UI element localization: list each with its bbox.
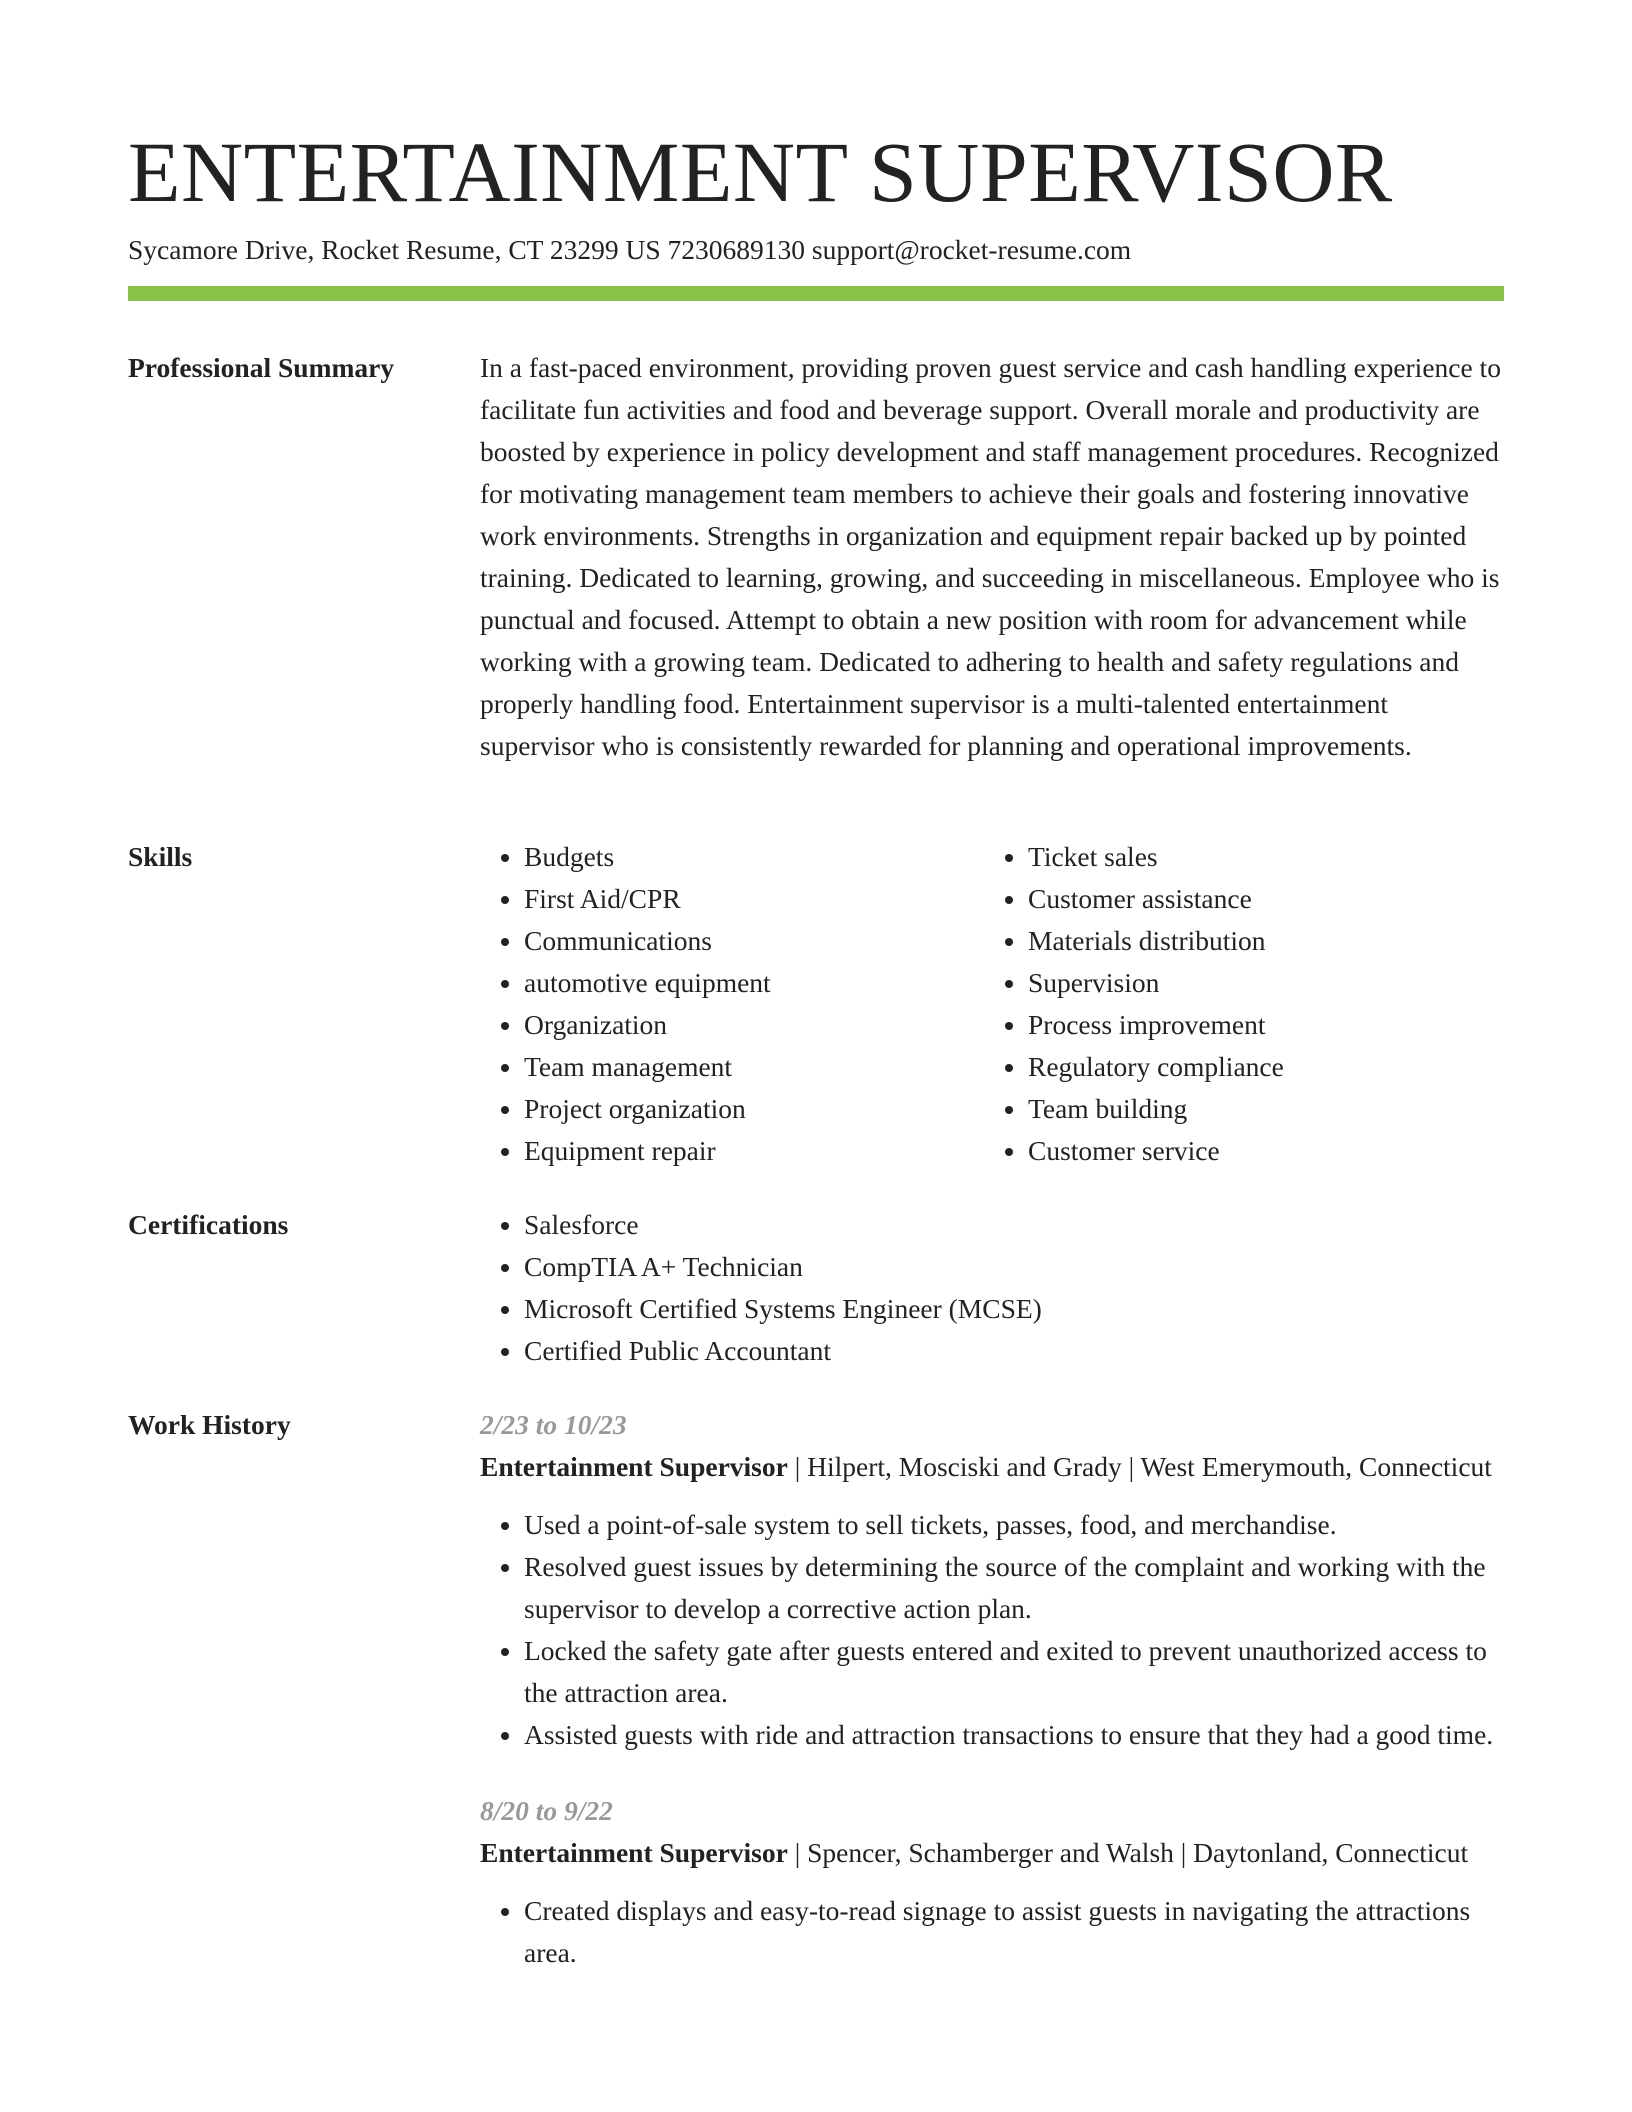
job-bullets <box>480 1504 1504 1756</box>
resume-name: ENTERTAINMENT SUPERVISOR <box>128 124 1393 220</box>
skill-item: • Ticket sales <box>1028 836 1488 878</box>
job-bullet: • Resolved guest issues by determining the source of the complaint and working with the supervisor to develop a corrective action plan. <box>524 1546 1504 1630</box>
skills-list-right <box>984 836 1488 1172</box>
job-role: Entertainment Supervisor <box>480 1837 788 1868</box>
certifications-list <box>480 1204 1504 1372</box>
summary-body <box>480 347 1504 767</box>
skill-item: • Equipment repair <box>524 1130 984 1172</box>
skill-item: • Customer service <box>1028 1130 1488 1172</box>
summary-text: In a fast-paced environment, providing proven guest service and cash handling experience to facilitate fun activities and food and beverage support. Overall morale and productivity are boosted by experience in policy development and staff management procedures. Recognized for motivating management team members to achieve their goals and fostering innovative work environments. Strengths in organization and equipment repair backed up by pointed training. Dedicated to learning, growing, and succeeding in miscellaneous. Employee who is punctual and focused. Attempt to obtain a new position with room for advancement while working with a growing team. Dedicated to adhering to health and safety regulations and properly handling food. Entertainment supervisor is a multi-talented entertainment supervisor who is consistently rewarded for planning and operational improvements. <box>480 352 1501 761</box>
job-heading <box>480 1446 1504 1488</box>
skill-item: • Supervision <box>1028 962 1488 1004</box>
job-heading <box>480 1832 1504 1874</box>
job-bullets <box>480 1890 1504 1974</box>
job-bullet: • Created displays and easy-to-read signage to assist guests in navigating the attractions area. <box>524 1890 1504 1974</box>
certification-item: • Microsoft Certified Systems Engineer (MCSE) <box>524 1288 1504 1330</box>
contact-line: Sycamore Drive, Rocket Resume, CT 23299 US 7230689130 support@rocket-resume.com <box>128 234 1132 265</box>
section-title-work-history: Work History <box>128 1409 291 1440</box>
skill-item: • Project organization <box>524 1088 984 1130</box>
job-dates: 8/20 to 9/22 <box>480 1795 613 1826</box>
skill-item: • automotive equipment <box>524 962 984 1004</box>
certification-item: • Salesforce <box>524 1204 1504 1246</box>
job-dates: 2/23 to 10/23 <box>480 1409 627 1440</box>
skill-item: • Process improvement <box>1028 1004 1488 1046</box>
skills-list-left <box>480 836 984 1172</box>
job-entry <box>480 1790 1504 1974</box>
job-bullet: • Locked the safety gate after guests entered and exited to prevent unauthorized access to the attraction area. <box>524 1630 1504 1714</box>
skill-item: • Customer assistance <box>1028 878 1488 920</box>
job-bullet: • Used a point-of-sale system to sell tickets, passes, food, and merchandise. <box>524 1504 1504 1546</box>
section-title-skills: Skills <box>128 841 193 872</box>
section-title-certifications: Certifications <box>128 1209 289 1240</box>
job-details: | Spencer, Schamberger and Walsh | Daytonland, Connecticut <box>787 1837 1469 1868</box>
certifications-body <box>480 1204 1504 1372</box>
skill-item: • Budgets <box>524 836 984 878</box>
skill-item: • Regulatory compliance <box>1028 1046 1488 1088</box>
job-bullet: • Assisted guests with ride and attraction transactions to ensure that they had a good time. <box>524 1714 1504 1756</box>
certification-item: • CompTIA A+ Technician <box>524 1246 1504 1288</box>
section-title-summary: Professional Summary <box>128 352 395 383</box>
work-history-body <box>480 1404 1504 1974</box>
certification-item: • Certified Public Accountant <box>524 1330 1504 1372</box>
skill-item: • First Aid/CPR <box>524 878 984 920</box>
job-entry <box>480 1404 1504 1756</box>
header-divider <box>128 286 1504 301</box>
skills-body <box>480 836 1504 1172</box>
skill-item: • Organization <box>524 1004 984 1046</box>
skill-item: • Materials distribution <box>1028 920 1488 962</box>
job-details: | Hilpert, Mosciski and Grady | West Emerymouth, Connecticut <box>787 1451 1492 1482</box>
job-role: Entertainment Supervisor <box>480 1451 788 1482</box>
skill-item: • Team management <box>524 1046 984 1088</box>
skill-item: • Team building <box>1028 1088 1488 1130</box>
skill-item: • Communications <box>524 920 984 962</box>
